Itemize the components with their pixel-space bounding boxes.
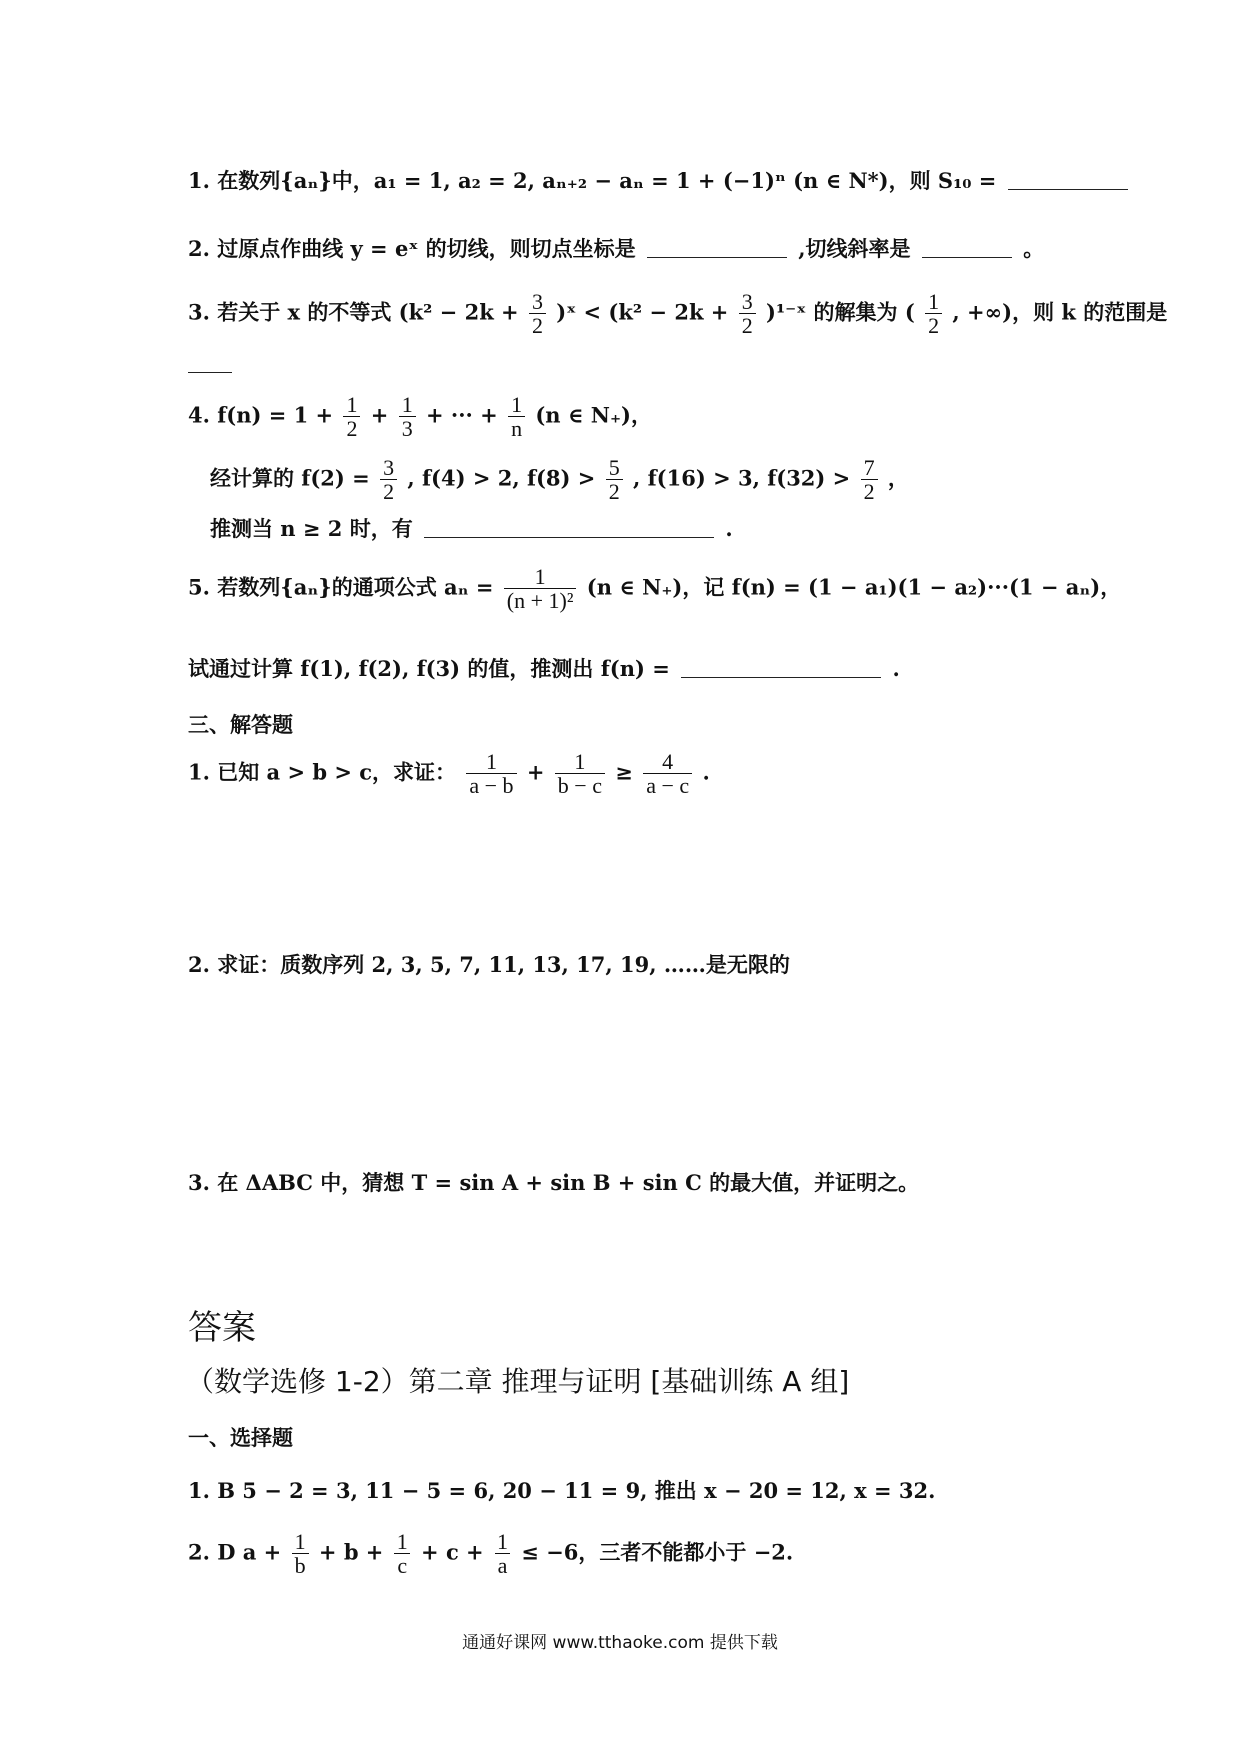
answers-subheading: （数学选修 1-2）第二章 推理与证明 [基础训练 A 组] [186,1365,850,1398]
problem-4-calc-c: , f(16) > 3, f(32) > [633,465,851,491]
problem-3 [188,290,1167,338]
problem-4-end: . [725,516,733,541]
fraction: $\frac{1}{a - b}$ [466,750,516,798]
section-3-title: 三、解答题 [188,712,293,737]
section-3-q2: 2. 求证：质数序列 2, 3, 5, 7, 11, 13, 17, 19, ……是无限的 [188,952,790,977]
problem-1-text: 1. 在数列{aₙ}中，a₁ = 1, a₂ = 2, aₙ₊₂ − aₙ = 1 + (−1)ⁿ (n ∈ N*)，则 S₁₀ = [188,168,997,193]
problem-3-text-a: 3. 若关于 x 的不等式 (k² − 2k + [188,299,519,325]
fraction: $\frac{1}{a}$ [494,1530,511,1578]
section-3-q1 [188,750,710,798]
fraction: $\frac{4}{a - c}$ [643,750,692,798]
problem-4: 4. f(n) = 1 + $\frac{1}{2}$ + $\frac{1}{3}$ + ··· + $\frac{1}{n}$ (n ∈ N₊)， [188,392,652,442]
answer-2-c: + c + [421,1539,484,1565]
q1-plus: + [526,759,545,785]
problem-3-text-c: )¹⁻ˣ 的解集为 ( [766,299,915,325]
problem-2-end: 。 [1023,236,1045,261]
fraction: $\frac{5}{2}$ [606,456,623,504]
answer-2-b: + b + [318,1539,384,1565]
problem-4-guess-text: 推测当 n ≥ 2 时，有 [210,516,413,541]
problem-4-text-a: 4. f(n) = 1 + [188,402,334,428]
problem-4-calc [210,456,909,504]
fraction: $\frac{1}{n}$ [508,393,525,441]
problem-2 [188,236,1044,261]
fraction: $\frac{1}{b - c}$ [555,750,605,798]
problem-5-text-c: 试通过计算 f(1), f(2), f(3) 的值，推测出 f(n) = [188,656,670,681]
problem-2-text-a: 2. 过原点作曲线 y = eˣ 的切线，则切点坐标是 [188,236,636,261]
problem-5-cont [188,656,900,681]
answer-blank[interactable] [1008,171,1128,190]
fraction: $\frac{1}{3}$ [399,393,416,441]
q1-text-a: 1. 已知 a > b > c，求证： [188,759,457,785]
fraction: $\frac{7}{2}$ [861,456,878,504]
fraction: $\frac{3}{2}$ [739,290,756,338]
problem-4-calc-a: 经计算的 f(2) = [210,465,370,491]
answer-blank[interactable] [681,659,881,678]
q1-geq: ≥ [615,759,633,785]
fraction: $\frac{3}{2}$ [380,456,397,504]
fraction: $\frac{1}{c}$ [394,1530,411,1578]
fraction: $\frac{1}{\text{(n + 1)²}}$ [504,565,577,613]
problem-4-text-c: (n ∈ N₊)， [535,402,652,428]
footer-text: 通通好课网 www.tthaoke.com 提供下载 [462,1633,778,1653]
problem-5-text-b: (n ∈ N₊)，记 f(n) = (1 − a₁)(1 − a₂)···(1 − aₙ)， [586,574,1122,600]
problem-4-text-b: + ··· + [426,402,498,428]
answer-blank[interactable] [647,239,787,258]
answer-blank[interactable] [922,239,1012,258]
problem-5 [188,565,1121,613]
answers-heading: 答案 [188,1308,256,1348]
q1-end: . [702,759,710,785]
fraction: $\frac{1}{2}$ [925,290,942,338]
answer-blank[interactable] [188,372,232,373]
problem-3-text-b: )ˣ < (k² − 2k + [556,299,729,325]
problem-4-calc-d: ， [887,465,909,491]
problem-1 [188,168,1132,193]
fraction: $\frac{1}{2}$ [343,393,360,441]
fraction: $\frac{3}{2}$ [529,290,546,338]
problem-5-text-a: 5. 若数列{aₙ}的通项公式 aₙ = [188,574,494,600]
fraction: $\frac{1}{b}$ [292,1530,309,1578]
problem-3-text-d: , +∞)，则 k 的范围是 [952,299,1168,325]
answer-2-a: 2. D a + [188,1539,282,1565]
answers-section-1: 一、选择题 [188,1425,293,1450]
answer-2-d: ≤ −6，三者不能都小于 −2. [521,1539,794,1565]
section-3-q3: 3. 在 ΔABC 中，猜想 T = sin A + sin B + sin C 的最大值，并证明之。 [188,1170,920,1195]
answer-blank[interactable] [424,519,714,538]
answer-1: 1. B 5 − 2 = 3, 11 − 5 = 6, 20 − 11 = 9, 推出 x − 20 = 12, x = 32. [188,1478,936,1503]
problem-5-end: . [892,656,900,681]
problem-4-calc-b: , f(4) > 2, f(8) > [407,465,596,491]
problem-2-text-b: ,切线斜率是 [798,236,911,261]
problem-4-guess [210,516,733,541]
answer-2 [188,1530,793,1578]
